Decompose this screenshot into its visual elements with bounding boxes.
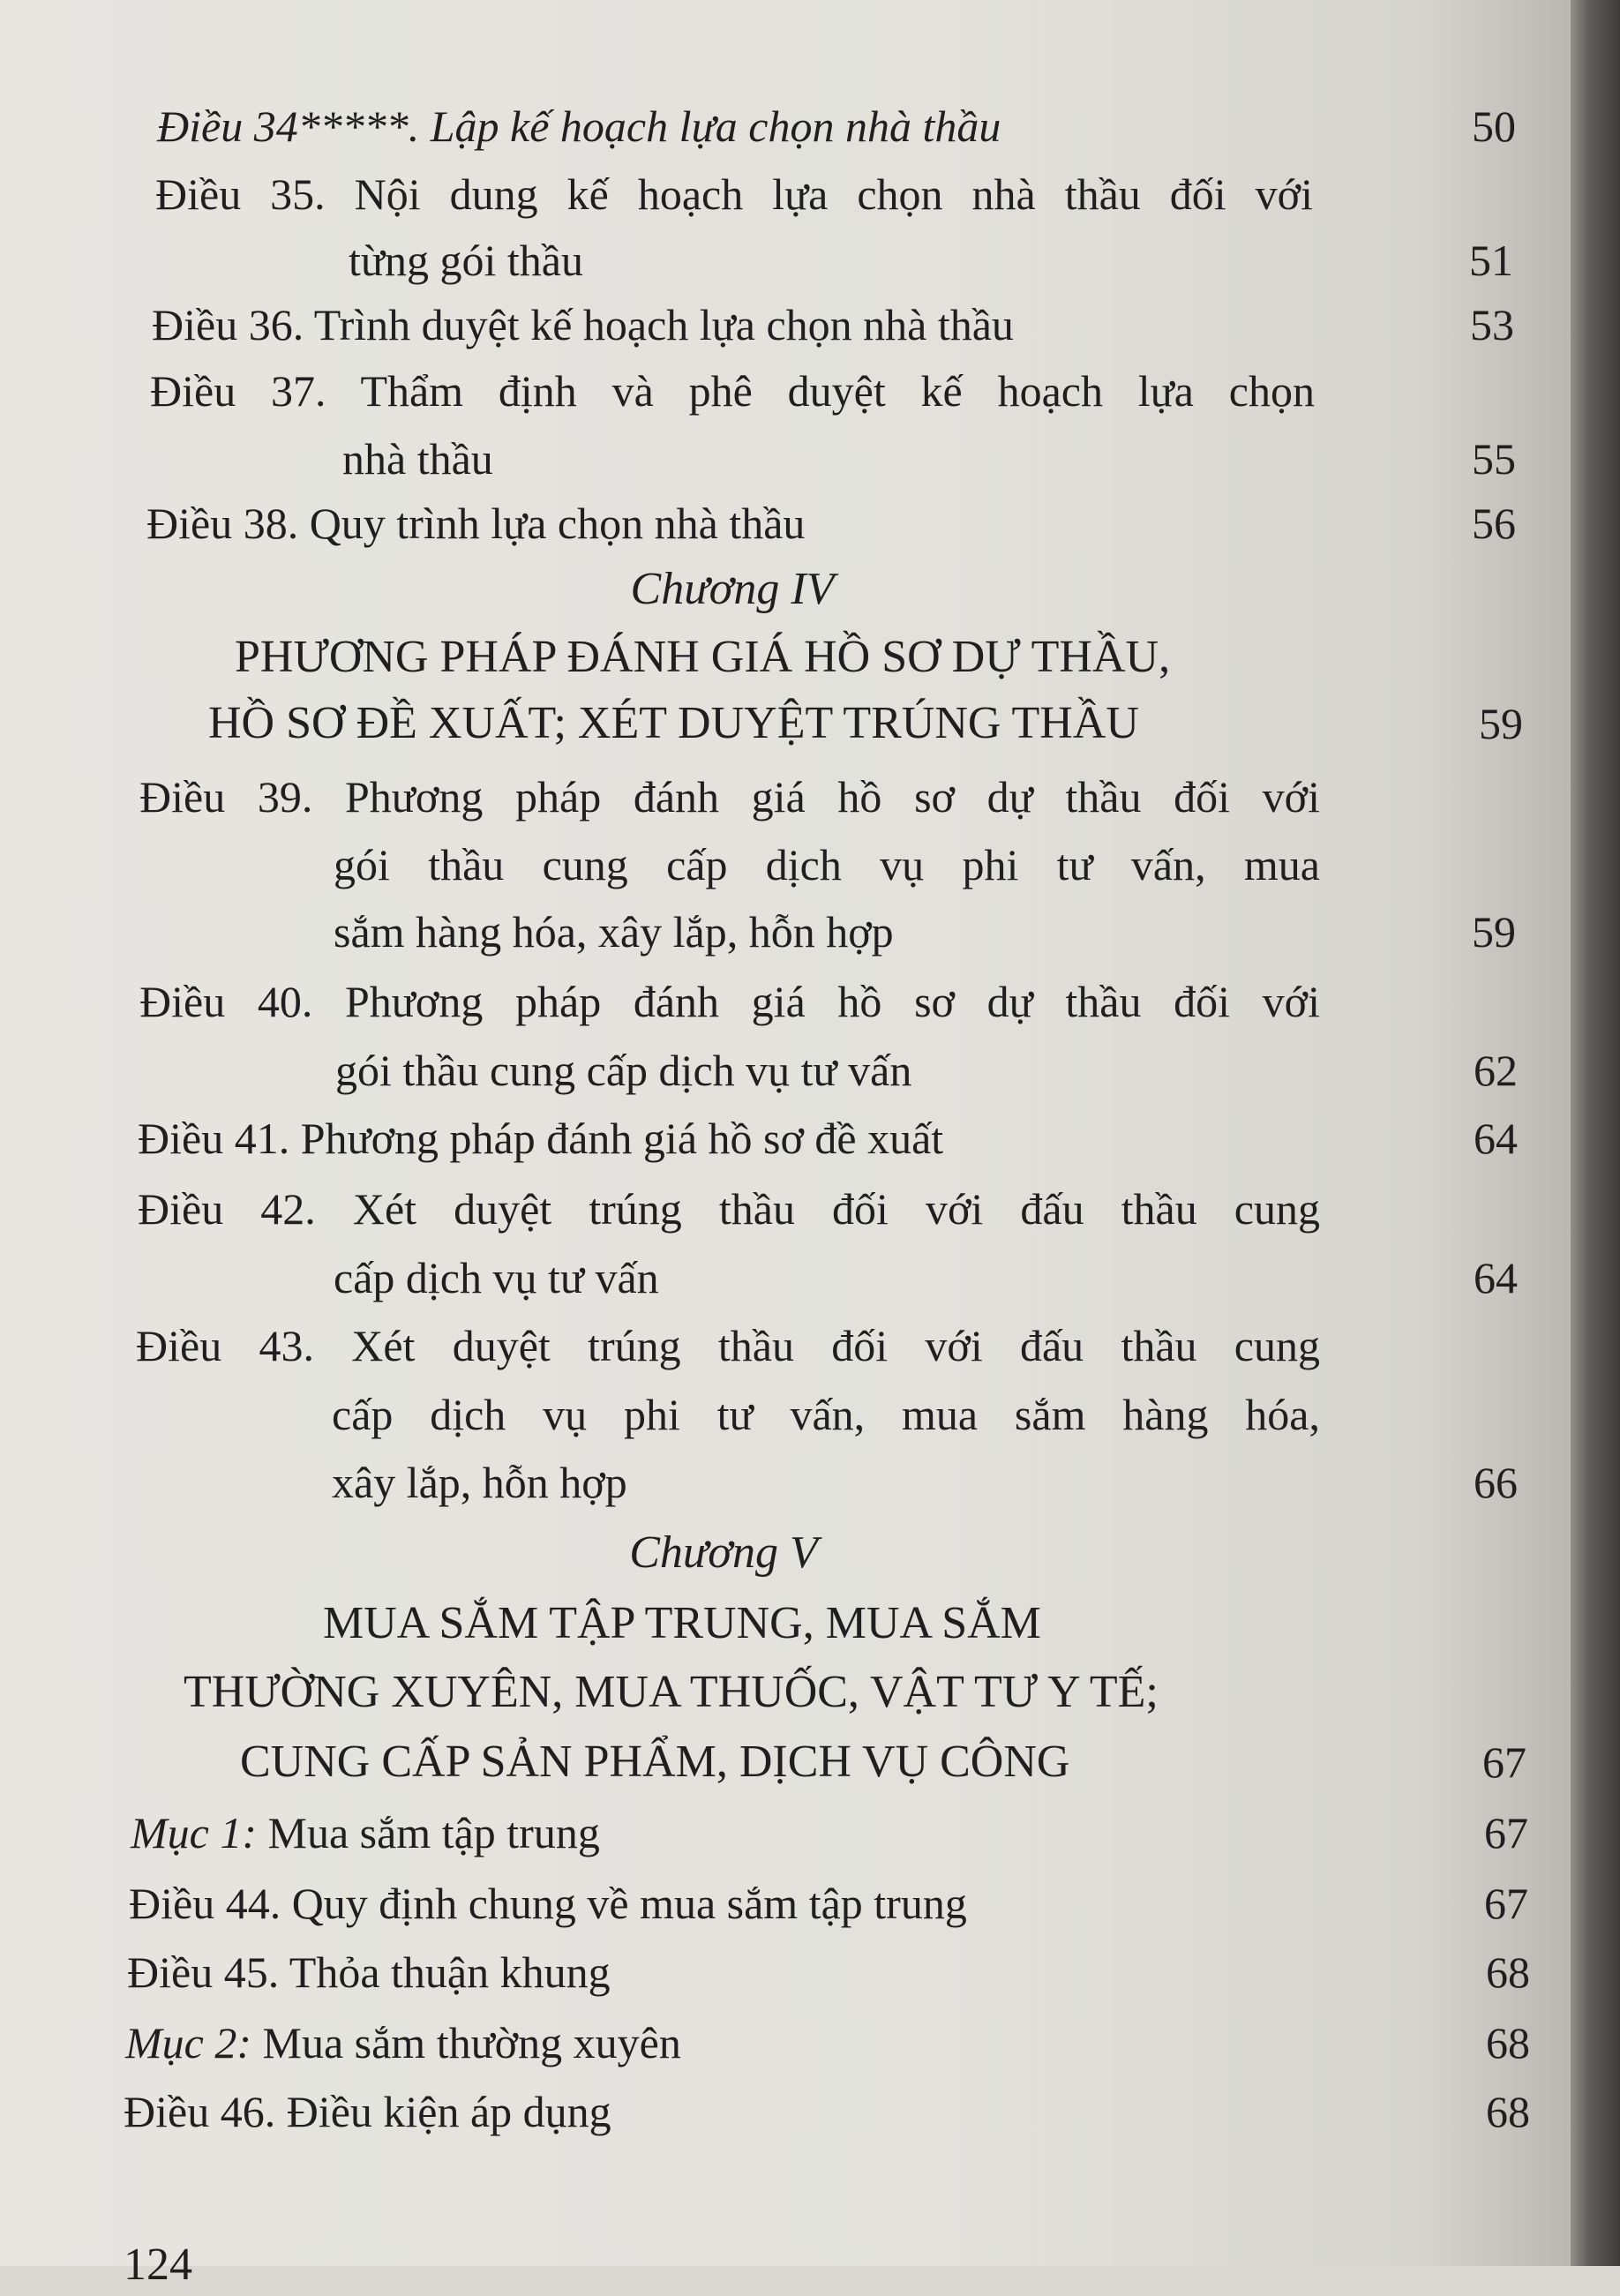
toc-page-number: 55 [1472,434,1516,484]
toc-entry-text: xây lắp, hỗn hợp [332,1458,627,1507]
toc-page-number: 59 [1479,699,1523,748]
toc-page-number: 51 [1469,236,1513,285]
toc-entry-dieu-36 [152,294,1514,356]
toc-entry-text: Điều 43. Xét duyệt trúng thầu đối với đấu thầu cung [136,1321,1320,1370]
toc-page-number: 62 [1474,1046,1518,1095]
toc-entry-text: Điều 40. Phương pháp đánh giá hồ sơ dự thầu đối với [139,977,1320,1026]
toc-section-muc-2 [125,2012,1530,2074]
toc-entry-dieu-43-cont [332,1384,1518,1445]
toc-entry-dieu-46 [124,2081,1530,2142]
toc-page-number: 68 [1486,1947,1530,1997]
toc-section-prefix: Mục 2: [125,2018,251,2067]
toc-entry-label [125,2012,681,2074]
toc-entry-text: Điều 35. Nội dung kế hoạch lựa chọn nhà thầu đối với [155,169,1313,219]
toc-entry-text: Điều 39. Phương pháp đánh giá hồ sơ dự thầu đối với [139,772,1320,822]
toc-entry-dieu-44 [129,1872,1528,1934]
toc-entry-label [157,95,1001,157]
toc-entry-dieu-42-cont [334,1247,1518,1309]
toc-entry-text: sắm hàng hóa, xây lắp, hỗn hợp [334,907,894,957]
toc-entry-text: Điều 41. Phương pháp đánh giá hồ sơ đề xuất [138,1114,944,1163]
chapter-title-text: PHƯƠNG PHÁP ĐÁNH GIÁ HỒ SƠ DỰ THẦU, [235,632,1171,682]
toc-entry-dieu-39 [139,766,1516,828]
toc-entry-dieu-40-cont [335,1039,1518,1101]
toc-entry-dieu-37-cont [342,428,1516,490]
toc-page-number: 59 [1472,907,1516,957]
toc-entry-text: Điều 37. Thẩm định và phê duyệt kế hoạch lựa chọn [150,366,1315,416]
toc-page-number: 67 [1484,1808,1528,1857]
toc-page-number: 53 [1470,300,1514,349]
chapter-title-text: CUNG CẤP SẢN PHẨM, DỊCH VỤ CÔNG [240,1737,1070,1787]
chapter-label [494,559,971,620]
toc-entry-text: Điều 36. Trình duyệt kế hoạch lựa chọn nhà thầu [152,300,1014,349]
chapter-4-title-line-2 [208,693,1523,754]
toc-entry-dieu-37 [150,360,1509,422]
toc-entry-dieu-41 [138,1107,1518,1169]
toc-section-prefix: Mục 1: [131,1808,257,1857]
toc-page-number: 68 [1486,2018,1530,2067]
toc-entry-dieu-35-cont [349,229,1513,291]
toc-entry-prefix: Điều 34*****. [157,101,420,151]
chapter-label [494,1522,953,1584]
toc-entry-dieu-39-cont-2 [334,901,1516,963]
toc-entry-dieu-42 [138,1178,1518,1240]
chapter-title-text: MUA SẮM TẬP TRUNG, MUA SẮM [323,1598,1041,1648]
toc-page-number: 64 [1474,1253,1518,1302]
toc-page-number: 68 [1486,2087,1530,2136]
toc-entry-label [131,1802,600,1864]
toc-entry-text: Điều 38. Quy trình lựa chọn nhà thầu [146,499,806,548]
toc-entry-text: gói thầu cung cấp dịch vụ tư vấn [335,1046,912,1095]
toc-entry-text: nhà thầu [342,434,493,484]
toc-page-number: 50 [1472,101,1516,151]
chapter-title-text: HỒ SƠ ĐỀ XUẤT; XÉT DUYỆT TRÚNG THẦU [208,698,1139,748]
toc-entry-text: từng gói thầu [349,236,583,285]
toc-entry-text: Mua sắm tập trung [257,1808,600,1857]
toc-entry-text: Điều 42. Xét duyệt trúng thầu đối với đấu thầu cung [138,1184,1320,1234]
chapter-5-title-line-3 [240,1731,1528,1793]
toc-entry-dieu-38 [146,492,1516,554]
chapter-5-label: Chương V [629,1527,818,1578]
toc-entry-text: Mua sắm thường xuyên [251,2018,681,2067]
chapter-5-title-line-1 [323,1593,1205,1654]
toc-entry-text: cấp dịch vụ tư vấn [334,1253,659,1302]
toc-section-muc-1 [131,1802,1528,1864]
toc-entry-text: Điều 44. Quy định chung về mua sắm tập trung [129,1879,967,1928]
toc-page-number: 64 [1474,1114,1518,1163]
toc-page-number: 56 [1472,499,1516,548]
toc-page-number: 66 [1474,1458,1518,1507]
toc-entry-text: Lập kế hoạch lựa chọn nhà thầu [419,101,1001,151]
toc-entry-dieu-34 [157,95,1516,157]
toc-entry-dieu-40 [139,971,1516,1032]
toc-page-number: 67 [1484,1879,1528,1928]
chapter-4-label: Chương IV [630,564,835,614]
book-spine-shadow [1571,0,1620,2266]
toc-entry-dieu-43 [136,1315,1518,1377]
toc-entry-dieu-43-cont-2 [332,1452,1518,1513]
book-page-number: 124 [124,2240,192,2290]
toc-entry-text: Điều 45. Thỏa thuận khung [127,1947,611,1997]
toc-entry-dieu-39-cont [334,834,1516,896]
toc-page-number: 67 [1482,1737,1526,1787]
toc-entry-text: Điều 46. Điều kiện áp dụng [124,2087,611,2136]
chapter-title-text: THƯỜNG XUYÊN, MUA THUỐC, VẬT TƯ Y TẾ; [184,1667,1159,1717]
toc-entry-dieu-45 [127,1941,1530,2003]
toc-entry-text: cấp dịch vụ phi tư vấn, mua sắm hàng hóa, [332,1390,1320,1439]
toc-entry-text: gói thầu cung cấp dịch vụ phi tư vấn, mua [334,840,1320,889]
chapter-4-title-line-1 [235,627,1223,688]
chapter-5-title-line-2 [184,1662,1331,1723]
toc-entry-dieu-35 [155,163,1514,225]
